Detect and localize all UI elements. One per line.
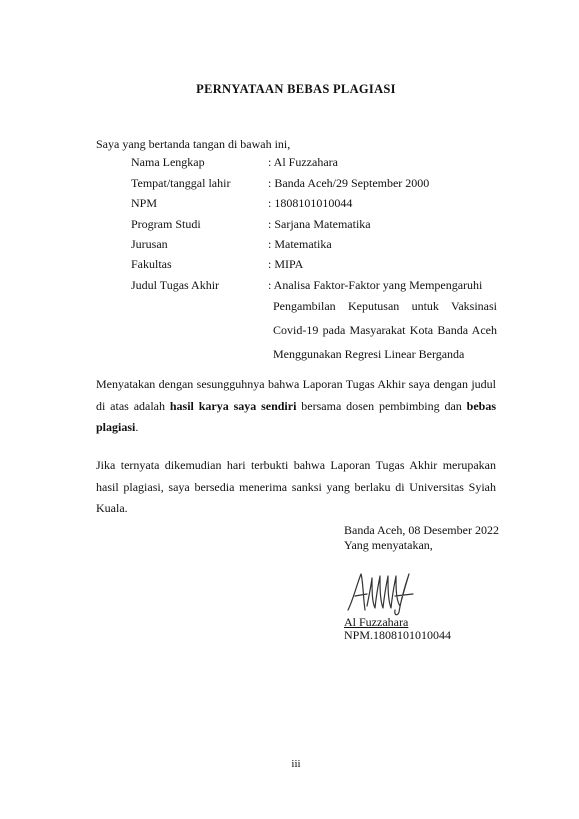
signer-role: Yang menyatakan,: [344, 538, 433, 552]
signer-name: Al Fuzzahara: [344, 615, 409, 629]
field-value: : Sarjana Matematika: [268, 217, 371, 231]
judul-continuation: [273, 294, 497, 366]
field-value: : Al Fuzzahara: [268, 155, 338, 169]
judul-line: Menggunakan Regresi Linear Berganda: [273, 347, 465, 361]
field-value: : Analisa Faktor-Faktor yang Mempengaruhi: [268, 278, 483, 292]
field-label: Jurusan: [131, 237, 168, 251]
field-label: NPM: [131, 196, 158, 210]
field-label: Program Studi: [131, 217, 201, 231]
field-value: : Banda Aceh/29 September 2000: [268, 176, 430, 190]
field-value: : Matematika: [268, 237, 332, 251]
page-number: iii: [291, 758, 301, 770]
consequence-paragraph: Jika ternyata dikemudian hari terbukti bahwa Laporan Tugas Akhir merupakan hasil plagiasi, saya bersedia menerima sanksi yang berlaku di Universitas Syiah Kuala.: [96, 458, 496, 515]
field-value: : 1808101010044: [268, 196, 353, 210]
field-label: Fakultas: [131, 257, 172, 271]
bold-phrase: bebas plagiasi: [96, 398, 496, 434]
place-date: Banda Aceh, 08 Desember 2022: [344, 523, 499, 537]
field-label: Tempat/tanggal lahir: [131, 176, 231, 190]
statement-paragraph: Menyatakan dengan sesungguhnya bahwa Laporan Tugas Akhir saya dengan judul di atas adalah hasil karya saya sendiri bersama dosen pembimbing dan bebas plagiasi.: [96, 377, 496, 434]
intro-text: Saya yang bertanda tangan di bawah ini,: [96, 137, 291, 151]
handwritten-signature: [345, 566, 417, 618]
field-label: Nama Lengkap: [131, 155, 205, 169]
judul-line: Pengambilan Keputusan untuk Vaksinasi: [273, 299, 497, 313]
field-value: : MIPA: [268, 257, 304, 271]
field-label: Judul Tugas Akhir: [131, 278, 220, 292]
signer-npm: NPM.1808101010044: [344, 628, 452, 642]
bold-phrase: hasil karya saya sendiri: [169, 398, 297, 413]
document-title: PERNYATAAN BEBAS PLAGIASI: [196, 82, 396, 96]
judul-line: Covid-19 pada Masyarakat Kota Banda Aceh: [273, 323, 497, 337]
